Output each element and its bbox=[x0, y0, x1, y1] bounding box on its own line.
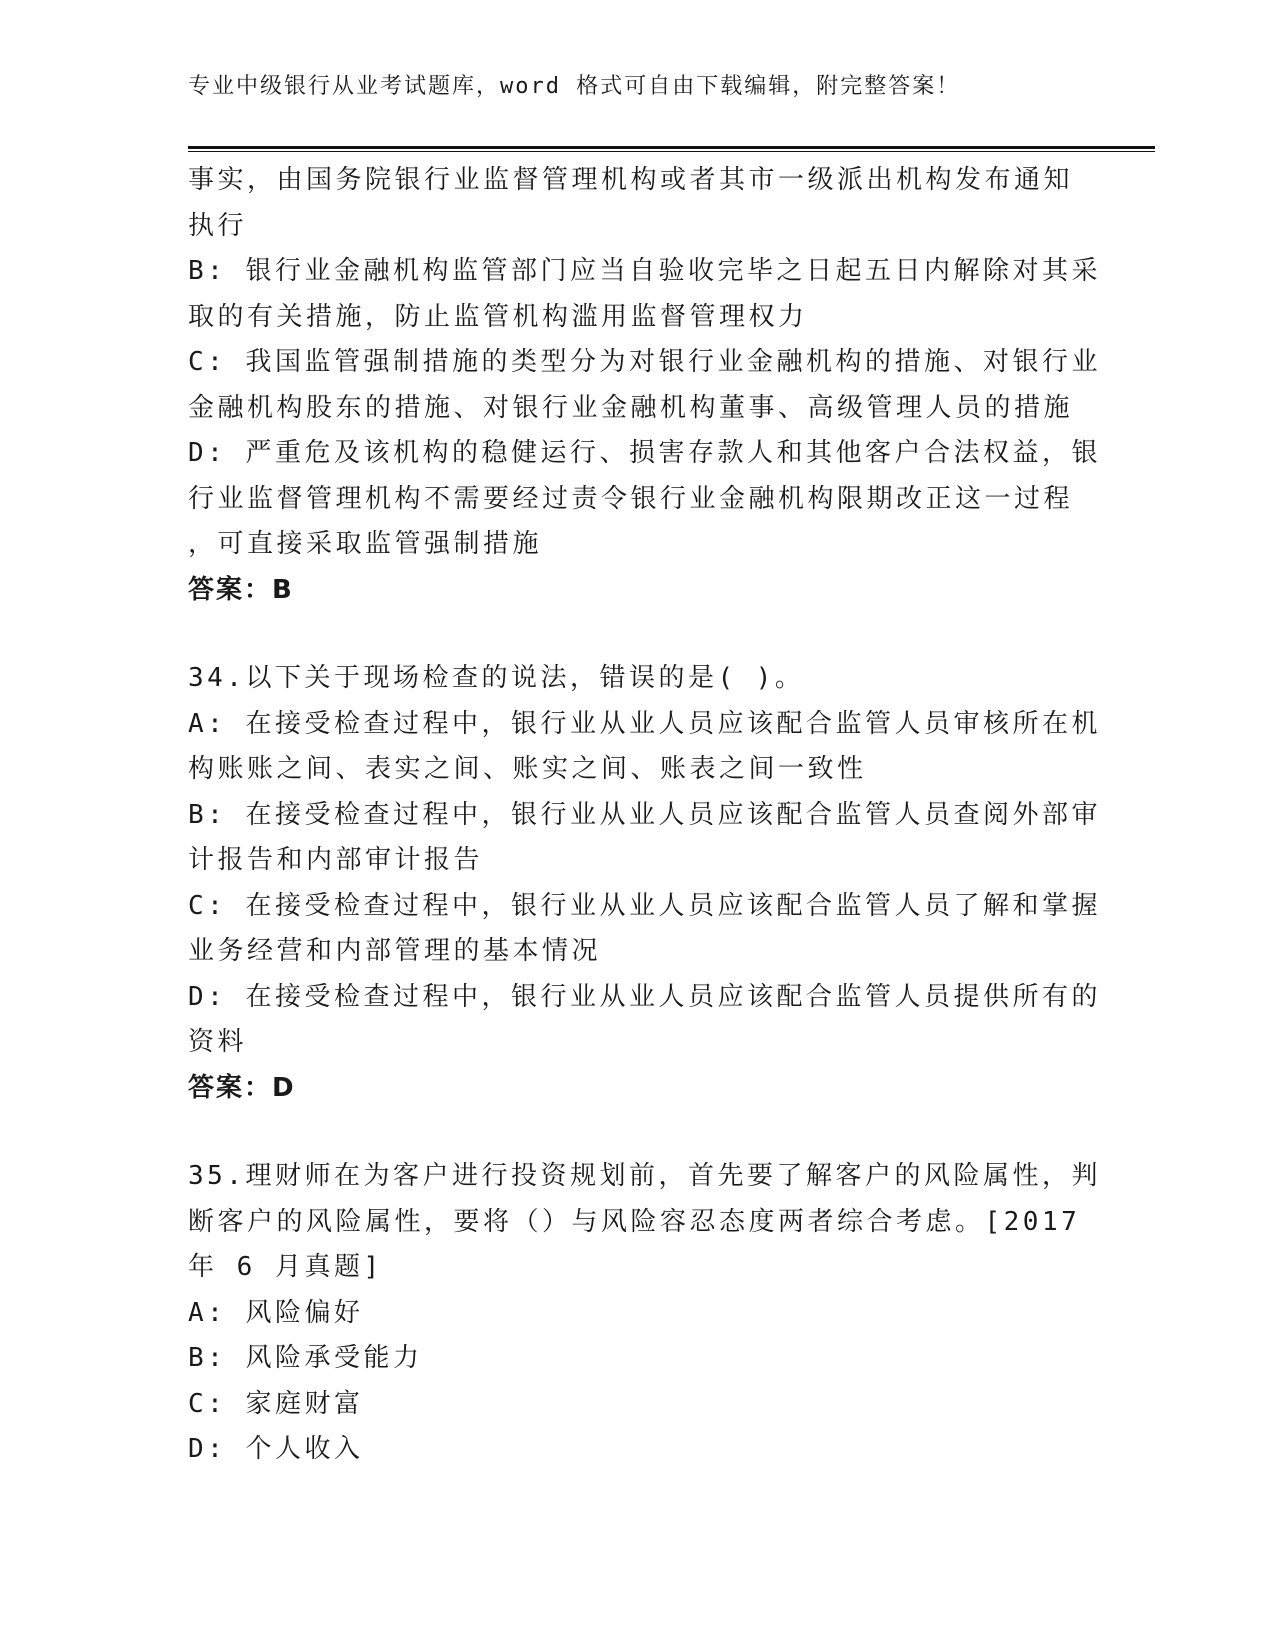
question-stem: 断客户的风险属性，要将（）与风险容忍态度两者综合考虑。[2017 bbox=[188, 1206, 1081, 1237]
page-header: 专业中级银行从业考试题库，word 格式可自由下载编辑，附完整答案！ bbox=[188, 74, 961, 99]
option-a-line: A: 风险偏好 bbox=[188, 1297, 364, 1328]
header-divider bbox=[188, 146, 1155, 152]
option-c-line: C: 我国监管强制措施的类型分为对银行业金融机构的措施、对银行业 bbox=[188, 347, 1101, 377]
option-c-line: C: 在接受检查过程中，银行业从业人员应该配合监管人员了解和掌握 bbox=[188, 890, 1101, 921]
option-b-line: 取的有关措施，防止监管机构滥用监督管理权力 bbox=[188, 301, 808, 332]
question-33-continuation bbox=[188, 158, 1101, 613]
option-b-line: B: 银行业金融机构监管部门应当自验收完毕之日起五日内解除对其采 bbox=[188, 256, 1101, 286]
question-34 bbox=[188, 656, 1101, 1111]
question-35 bbox=[188, 1154, 1101, 1473]
question-stem: 35.理财师在为客户进行投资规划前，首先要了解客户的风险属性，判 bbox=[188, 1161, 1101, 1191]
option-c-line: 业务经营和内部管理的基本情况 bbox=[188, 936, 602, 966]
option-b-line: B: 风险承受能力 bbox=[188, 1343, 423, 1373]
stem-line: 执行 bbox=[188, 210, 248, 241]
question-stem: 年 6 月真题] bbox=[188, 1252, 383, 1282]
option-d-line: 资料 bbox=[188, 1027, 248, 1057]
spacer bbox=[188, 1111, 1088, 1154]
option-d-line: D: 严重危及该机构的稳健运行、损害存款人和其他客户合法权益，银 bbox=[188, 438, 1101, 468]
document-body bbox=[188, 158, 1101, 1473]
option-c-line: C: 家庭财富 bbox=[188, 1388, 364, 1419]
option-d-line: 行业监督管理机构不需要经过责令银行业金融机构限期改正这一过程 bbox=[188, 483, 1074, 514]
answer-label: 答案：D bbox=[188, 1072, 296, 1103]
question-stem: 34.以下关于现场检查的说法，错误的是( )。 bbox=[188, 663, 805, 693]
option-c-line: 金融机构股东的措施、对银行业金融机构董事、高级管理人员的措施 bbox=[188, 392, 1074, 423]
option-d-line: ，可直接采取监管强制措施 bbox=[188, 529, 543, 559]
stem-line: 事实，由国务院银行业监督管理机构或者其市一级派出机构发布通知 bbox=[188, 165, 1074, 195]
option-b-line: 计报告和内部审计报告 bbox=[188, 845, 484, 875]
answer-label: 答案：B bbox=[188, 574, 294, 605]
spacer bbox=[188, 613, 1088, 656]
option-a-line: 构账账之间、表实之间、账实之间、账表之间一致性 bbox=[188, 754, 867, 784]
option-d-line: D: 个人收入 bbox=[188, 1434, 364, 1464]
option-b-line: B: 在接受检查过程中，银行业从业人员应该配合监管人员查阅外部审 bbox=[188, 799, 1101, 830]
option-d-line: D: 在接受检查过程中，银行业从业人员应该配合监管人员提供所有的 bbox=[188, 981, 1101, 1012]
option-a-line: A: 在接受检查过程中，银行业从业人员应该配合监管人员审核所在机 bbox=[188, 708, 1101, 739]
